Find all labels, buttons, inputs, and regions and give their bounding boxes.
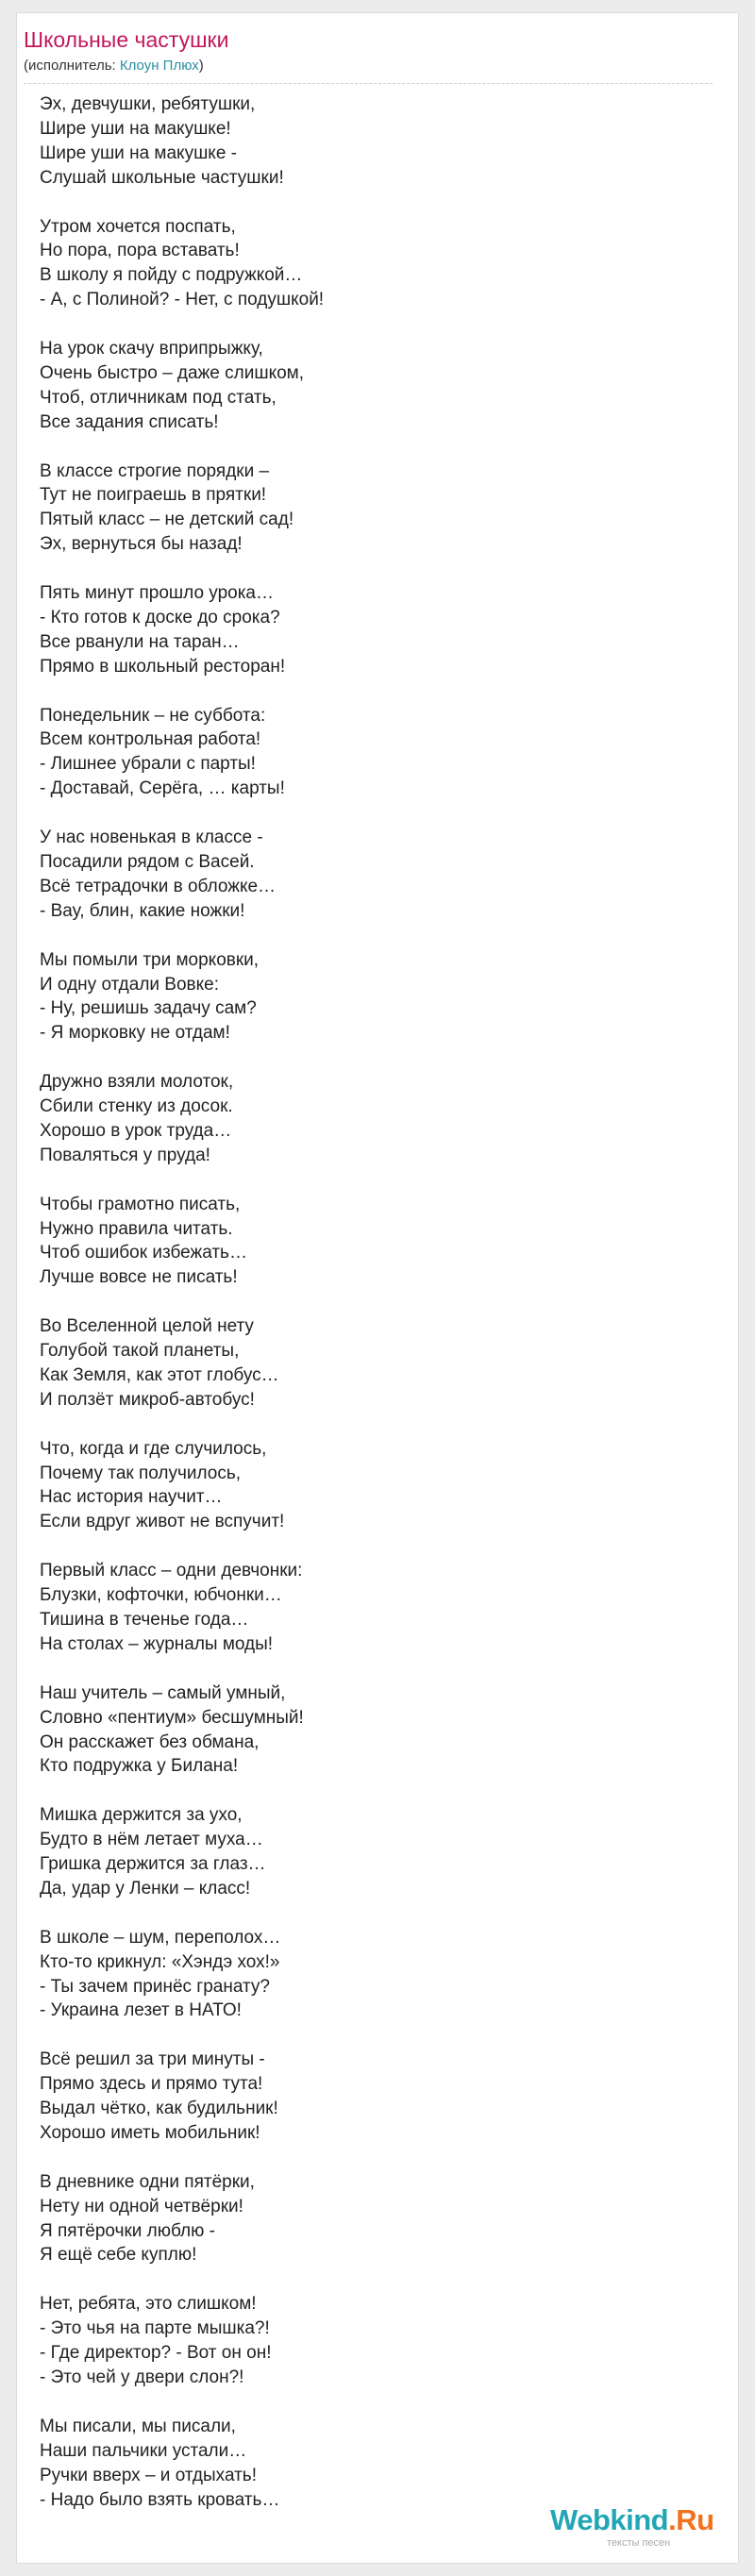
stanza-gap (40, 2023, 700, 2048)
lyric-line: Во Вселенной целой нету (40, 1316, 254, 1337)
stanza (40, 1803, 700, 1901)
lyric-line: Выдал чётко, как будильник! (40, 2099, 278, 2119)
stanza-gap (40, 1413, 700, 1437)
lyric-line: - А, с Полиной? - Нет, с подушкой! (40, 290, 325, 310)
lyric-line: Все задания списать! (40, 411, 219, 432)
lyric-line: В школу я пойду с подружкой… (40, 265, 303, 286)
lyric-line: Очень быстро – даже слишком, (40, 362, 304, 383)
lyric-line: - Это чья на парте мышка?! (40, 2318, 270, 2339)
lyric-line: Почему так получилось, (40, 1463, 242, 1483)
stanza (40, 92, 700, 191)
lyric-line: Он расскажет без обмана, (40, 1731, 260, 1752)
lyric-line: Будто в нём летает муха… (40, 1830, 263, 1850)
lyric-line: Прямо здесь и прямо тута! (40, 2074, 263, 2095)
lyric-line: Чтоб ошибок избежать… (40, 1243, 247, 1263)
lyric-line: - Ты зачем принёс гранату? (40, 1976, 270, 1997)
lyric-line: - Я морковку не отдам! (40, 1023, 230, 1044)
page-title: Школьные частушки (24, 27, 229, 52)
lyric-line: Прямо в школьный ресторан! (40, 656, 286, 677)
lyric-line: Но пора, пора вставать! (40, 241, 240, 261)
lyric-line: Чтобы грамотно писать, (40, 1194, 241, 1214)
lyric-line: Как Земля, как этот глобус… (40, 1364, 279, 1385)
lyric-line: Если вдруг живот не вспучит! (40, 1512, 285, 1532)
lyric-line: Мы писали, мы писали, (40, 2416, 236, 2436)
stanza (40, 1314, 700, 1413)
stanza (40, 948, 700, 1046)
lyric-line: На урок скачу вприпрыжку, (40, 339, 263, 360)
stanza (40, 581, 700, 679)
performer-line (24, 58, 204, 75)
logo-tld: .Ru (668, 2503, 714, 2536)
lyric-line: Слушай школьные частушки! (40, 167, 284, 188)
stanza-gap (40, 2390, 700, 2415)
stanza (40, 1559, 700, 1657)
lyric-line: Сбили стенку из досок. (40, 1096, 233, 1117)
lyric-line: В школе – шум, переполох… (40, 1927, 281, 1948)
lyric-line: Голубой такой планеты, (40, 1341, 240, 1362)
lyric-line: И ползёт микроб-автобус! (40, 1389, 255, 1410)
stanza (40, 1926, 700, 2024)
lyric-line: Всё тетрадочки в обложке… (40, 876, 277, 896)
stanza (40, 2415, 700, 2513)
lyric-line: Мишка держится за ухо, (40, 1805, 243, 1826)
stanza (40, 460, 700, 558)
lyric-line: - Ну, решишь задачу сам? (40, 998, 257, 1019)
lyrics-text (40, 92, 700, 2512)
stanza-gap (40, 191, 700, 215)
lyric-line: Кто подружка у Билана! (40, 1756, 239, 1777)
logo-brand: Webkind (550, 2503, 669, 2536)
lyric-line: Эх, вернуться бы назад! (40, 534, 243, 555)
lyric-line: Всё решил за три минуты - (40, 2049, 265, 2070)
lyric-line: - Это чей у двери слон?! (40, 2367, 244, 2387)
lyric-line: - Лишнее убрали с парты! (40, 754, 256, 775)
lyric-line: Посадили рядом с Васей. (40, 852, 255, 872)
stanza-gap (40, 1657, 700, 1681)
lyric-line: Хорошо иметь мобильник! (40, 2122, 260, 2143)
lyric-line: Шире уши на макушке - (40, 142, 238, 163)
stanza-gap (40, 2267, 700, 2292)
lyric-line: - Надо было взять кровать… (40, 2489, 280, 2510)
stanza (40, 2170, 700, 2268)
lyric-line: Нужно правила читать. (40, 1218, 233, 1239)
stanza-gap (40, 801, 700, 826)
stanza (40, 1193, 700, 1291)
lyric-line: Что, когда и где случилось, (40, 1438, 267, 1459)
stanza (40, 1437, 700, 1535)
lyric-line: Нет, ребята, это слишком! (40, 2294, 257, 2315)
lyric-line: Нету ни одной четвёрки! (40, 2196, 243, 2216)
lyric-line: Понедельник – не суббота: (40, 705, 266, 726)
lyric-line: У нас новенькая в классе - (40, 828, 263, 848)
stanza (40, 704, 700, 802)
performer-link[interactable]: Клоун Плюх (119, 58, 199, 74)
lyric-line: В классе строгие порядки – (40, 460, 270, 481)
lyric-line: Наш учитель – самый умный, (40, 1682, 286, 1703)
lyric-line: Наши пальчики устали… (40, 2440, 247, 2461)
site-logo[interactable] (550, 2501, 730, 2548)
stanza (40, 337, 700, 435)
stanza-gap (40, 679, 700, 704)
lyric-line: Нас история научит… (40, 1487, 223, 1508)
logo-tagline: тексты песен (607, 2537, 671, 2549)
lyric-line: - Доставай, Серёга, … карты! (40, 778, 285, 799)
lyric-line: Чтоб, отличникам под стать, (40, 387, 277, 408)
lyric-line: Утром хочется поспать, (40, 216, 236, 237)
lyric-line: Лучше вовсе не писать! (40, 1267, 238, 1288)
lyric-line: Пять минут прошло урока… (40, 583, 275, 604)
lyric-line: Шире уши на макушке! (40, 118, 231, 139)
stanza (40, 1070, 700, 1168)
performer-suffix: ) (198, 58, 204, 74)
lyric-line: Первый класс – одни девчонки: (40, 1561, 303, 1581)
lyric-line: Тут не поиграешь в прятки! (40, 485, 267, 506)
lyric-line: На столах – журналы моды! (40, 1633, 274, 1654)
lyric-line: - Где директор? - Вот он он! (40, 2343, 272, 2364)
lyric-line: Тишина в теченье года… (40, 1610, 249, 1630)
stanza-gap (40, 1168, 700, 1193)
stanza-gap (40, 2146, 700, 2170)
lyric-line: Всем контрольная работа! (40, 729, 261, 750)
lyric-line: Пятый класс – не детский сад! (40, 510, 294, 530)
stanza (40, 215, 700, 313)
stanza (40, 1681, 700, 1780)
lyric-line: Блузки, кофточки, юбчонки… (40, 1585, 282, 1606)
lyric-line: Да, удар у Ленки – класс! (40, 1878, 251, 1899)
lyric-line: Эх, девчушки, ребятушки, (40, 94, 256, 114)
lyric-line: Я ещё себе куплю! (40, 2245, 197, 2266)
title-divider (24, 83, 713, 84)
lyric-line: Словно «пентиум» бесшумный! (40, 1707, 304, 1728)
stanza-gap (40, 1290, 700, 1314)
lyric-line: И одну отдали Вовке: (40, 974, 219, 995)
lyric-line: Я пятёрочки люблю - (40, 2220, 215, 2241)
stanza-gap (40, 1779, 700, 1803)
lyric-line: Все рванули на таран… (40, 631, 240, 652)
lyric-line: В дневнике одни пятёрки, (40, 2171, 255, 2192)
lyric-line: Поваляться у пруда! (40, 1145, 210, 1165)
stanza (40, 826, 700, 924)
stanza-gap (40, 1534, 700, 1559)
stanza-gap (40, 435, 700, 460)
stanza-gap (40, 1901, 700, 1926)
lyric-line: Гришка держится за глаз… (40, 1854, 266, 1875)
lyric-line: Мы помыли три морковки, (40, 949, 260, 970)
stanza-gap (40, 1045, 700, 1070)
lyric-line: Кто-то крикнул: «Хэндэ хох!» (40, 1951, 280, 1972)
stanza (40, 2292, 700, 2390)
stanza-gap (40, 924, 700, 948)
lyric-line: Ручки вверх – и отдыхать! (40, 2465, 257, 2485)
stanza (40, 2048, 700, 2146)
lyric-line: - Вау, блин, какие ножки! (40, 900, 245, 921)
stanza-gap (40, 557, 700, 581)
stanza-gap (40, 312, 700, 337)
lyric-line: Дружно взяли молоток, (40, 1072, 234, 1093)
lyric-line: - Кто готов к доске до срока? (40, 607, 280, 627)
lyric-line: - Украина лезет в НАТО! (40, 2000, 242, 2021)
performer-prefix: (исполнитель: (24, 58, 120, 74)
lyric-line: Хорошо в урок труда… (40, 1120, 232, 1141)
logo-wordmark (550, 2504, 714, 2536)
